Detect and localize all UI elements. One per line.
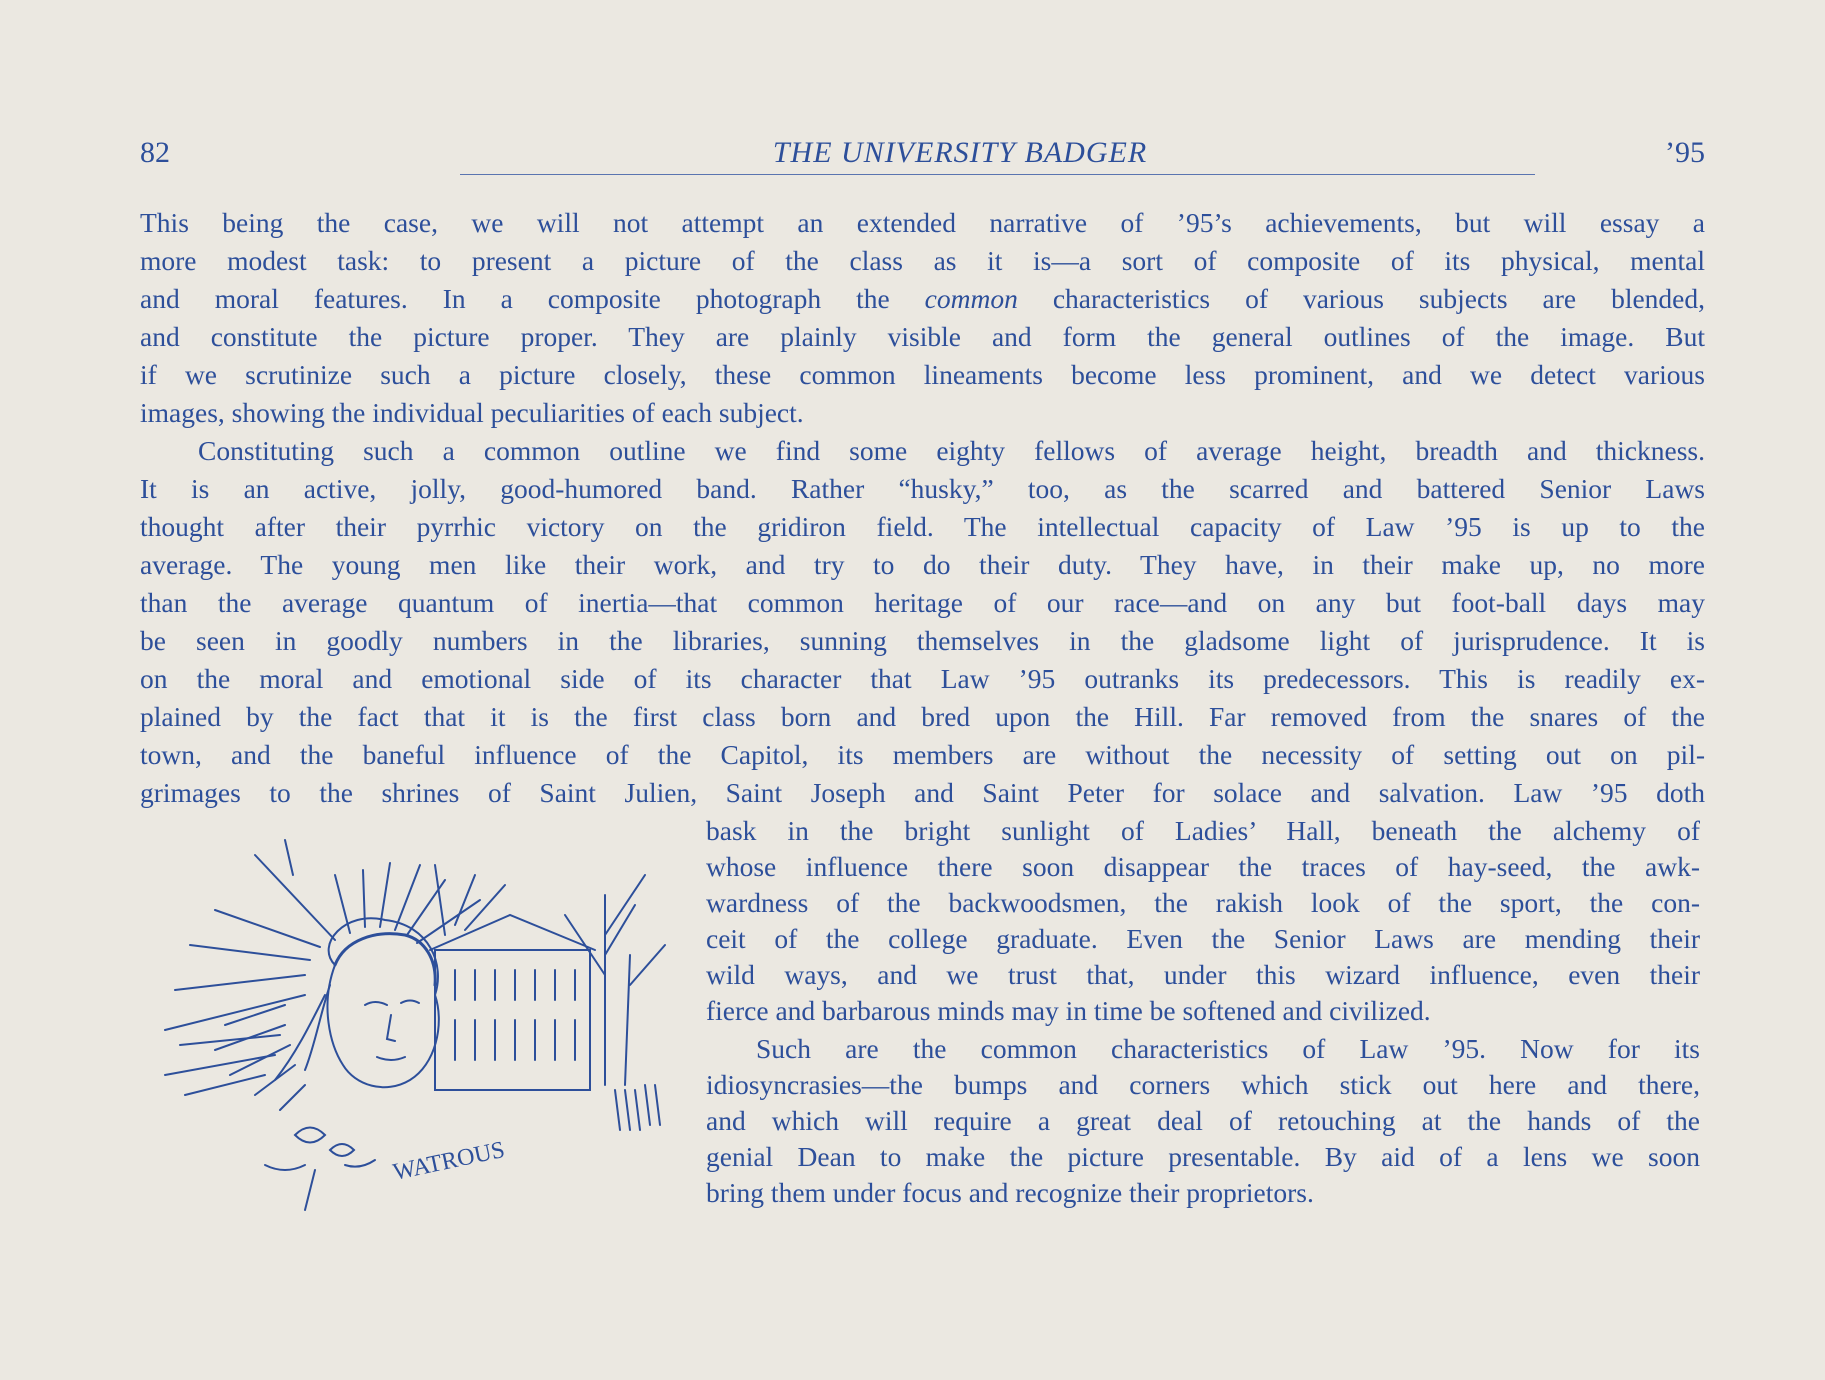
text-line: whose influence there soon disappear the traces of hay-seed, the awk- <box>706 851 1700 882</box>
text-line: idiosyncrasies—the bumps and corners which stick out here and there, <box>706 1069 1700 1100</box>
text-line: wild ways, and we trust that, under this wizard influence, even their <box>706 959 1700 990</box>
text-line: plained by the fact that it is the first class born and bred upon the Hill. Far removed from the snares of the <box>140 701 1705 732</box>
text-line: ceit of the college graduate. Even the Senior Laws are mending their <box>706 923 1700 954</box>
text-line: if we scrutinize such a picture closely, these common lineaments become less prominent, and we detect various <box>140 359 1705 390</box>
text-line: bring them under focus and recognize their proprietors. <box>706 1177 1314 1208</box>
page-header <box>140 136 1705 176</box>
text-line: Such are the common characteristics of Law ’95. Now for its <box>756 1033 1700 1064</box>
emphasized-word: common <box>924 283 1018 314</box>
header-year: ’95 <box>1665 136 1705 169</box>
text-line: images, showing the individual peculiarities of each subject. <box>140 397 804 428</box>
text-span: characteristics of various subjects are blended, <box>1017 283 1705 314</box>
text-line: on the moral and emotional side of its character that Law ’95 outranks its predecessors. This is readily ex- <box>140 663 1705 694</box>
text-line: be seen in goodly numbers in the libraries, sunning themselves in the gladsome light of jurisprudence. It is <box>140 625 1705 656</box>
text-line: more modest task: to present a picture of the class as it is—a sort of composite of its physical, mental <box>140 245 1705 276</box>
running-title: THE UNIVERSITY BADGER <box>772 136 1148 169</box>
header-rule <box>460 174 1535 175</box>
text-line <box>140 280 1705 318</box>
text-line: thought after their pyrrhic victory on the gridiron field. The intellectual capacity of Law ’95 is up to the <box>140 511 1705 542</box>
text-line: grimages to the shrines of Saint Julien, Saint Joseph and Saint Peter for solace and salvation. Law ’95 doth <box>140 777 1705 808</box>
artist-signature: WATROUS <box>390 1136 508 1186</box>
text-line: wardness of the backwoodsmen, the rakish look of the sport, the con- <box>706 887 1700 918</box>
text-line: It is an active, jolly, good-humored band. Rather “husky,” too, as the scarred and battered Senior Laws <box>140 473 1705 504</box>
page-number: 82 <box>140 136 170 169</box>
text-line: average. The young men like their work, and try to do their duty. They have, in their make up, no more <box>140 549 1705 580</box>
text-line: and constitute the picture proper. They are plainly visible and form the general outlines of the image. But <box>140 321 1705 352</box>
text-line: fierce and barbarous minds may in time be softened and civilized. <box>706 995 1431 1026</box>
ladies-hall-sketch <box>145 835 685 1255</box>
text-line: town, and the baneful influence of the Capitol, its members are without the necessity of setting out on pil- <box>140 739 1705 770</box>
text-span: and moral features. In a composite photograph the <box>140 283 925 314</box>
text-line: bask in the bright sunlight of Ladies’ Hall, beneath the alchemy of <box>706 815 1700 846</box>
portrait-illustration <box>145 835 685 1255</box>
text-line: genial Dean to make the picture presentable. By aid of a lens we soon <box>706 1141 1700 1172</box>
text-line: Constituting such a common outline we find some eighty fellows of average height, breadth and thickness. <box>198 435 1705 466</box>
text-line: than the average quantum of inertia—that common heritage of our race—and on any but foot-ball days may <box>140 587 1705 618</box>
text-line: and which will require a great deal of retouching at the hands of the <box>706 1105 1700 1136</box>
text-line: This being the case, we will not attempt an extended narrative of ’95’s achievements, but will essay a <box>140 207 1705 238</box>
